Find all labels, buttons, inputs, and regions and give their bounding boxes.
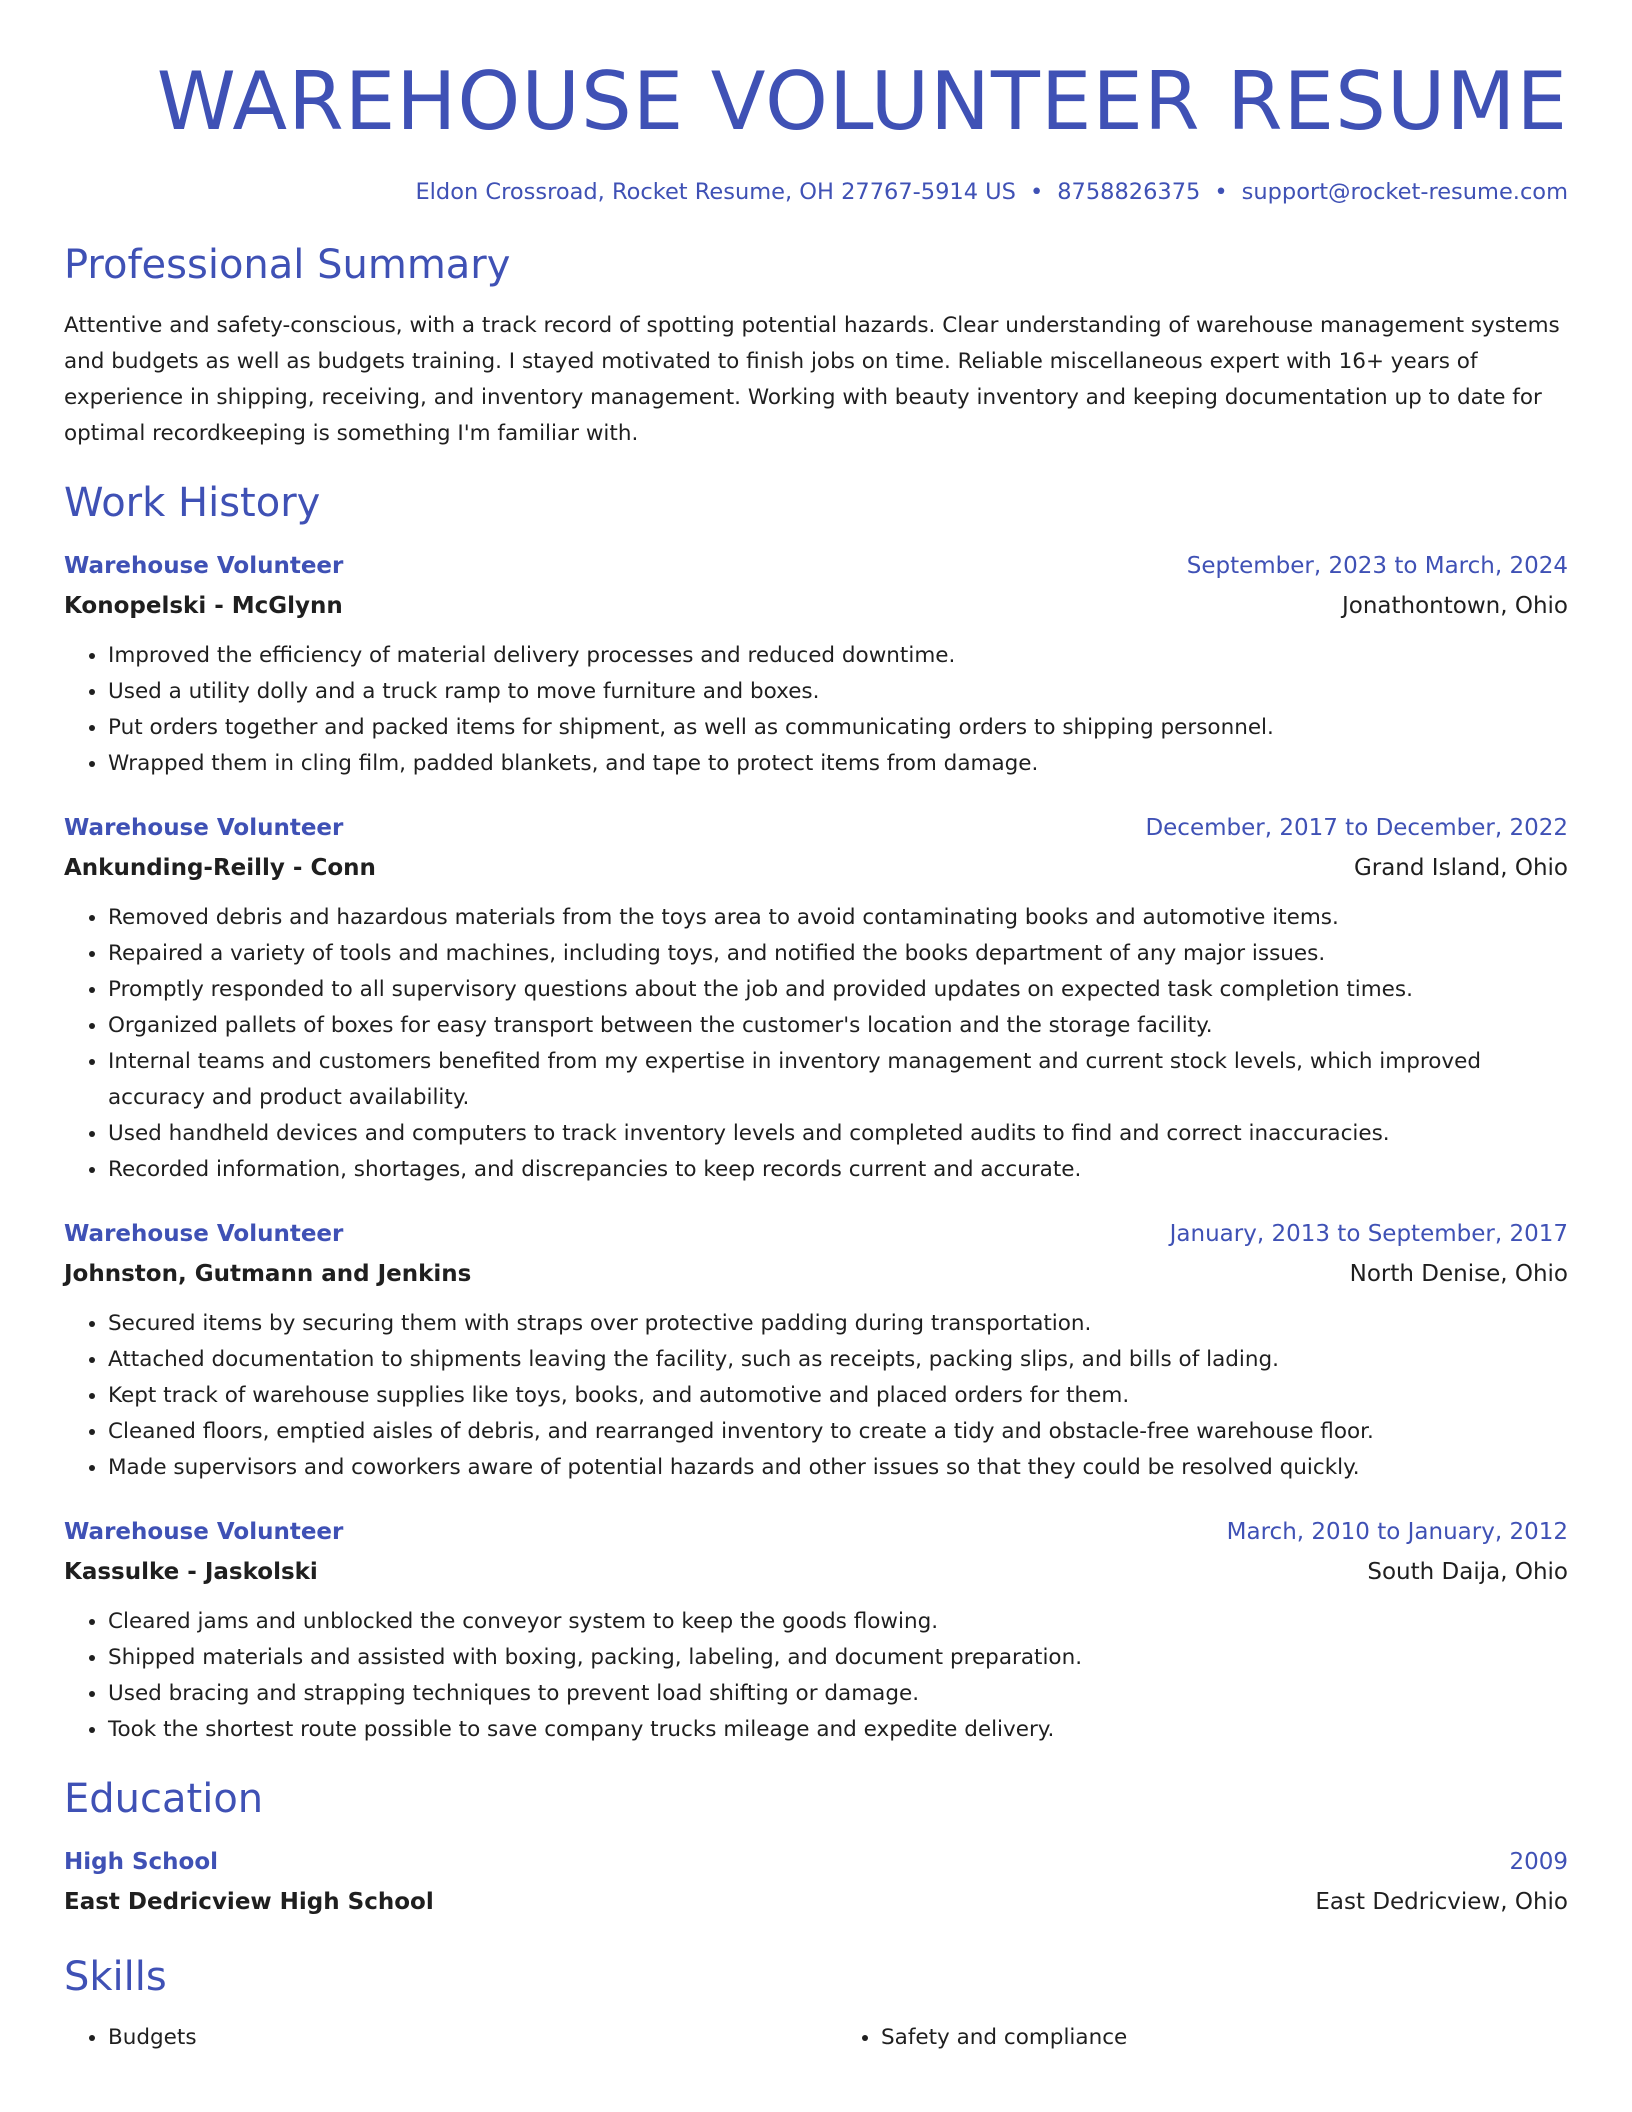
job-entry: [64, 808, 1568, 1188]
job-bullet: • Recorded information, shortages, and discrepancies to keep records current and accurate.: [108, 1152, 1568, 1188]
job-bullet: • Organized pallets of boxes for easy transport between the customer's location and the storage facility.: [108, 1008, 1568, 1044]
contact-line: [64, 176, 1568, 208]
job-location: Jonathontown, Ohio: [1341, 593, 1568, 619]
contact-separator: •: [1029, 179, 1044, 205]
job-dates: January, 2013 to September, 2017: [1169, 1221, 1568, 1247]
job-company-row: [64, 848, 1568, 888]
job-bullet: • Improved the efficiency of material delivery processes and reduced downtime.: [108, 638, 1568, 674]
skills-section: [64, 1952, 1568, 2056]
resume-title: WAREHOUSE VOLUNTEER RESUME: [156, 55, 1568, 148]
job-location: North Denise, Ohio: [1349, 1261, 1568, 1287]
work-history-heading: Work History: [64, 480, 321, 526]
job-entry: [64, 1512, 1568, 1748]
work-history-section: [64, 478, 1568, 1748]
job-entry: [64, 546, 1568, 782]
education-header-row: [64, 1842, 1568, 1882]
skills-grid: [64, 2020, 1568, 2056]
job-entry: [64, 1214, 1568, 1486]
education-heading: Education: [64, 1776, 264, 1822]
job-bullet: • Promptly responded to all supervisory questions about the job and provided updates on expected task completion times.: [108, 972, 1568, 1008]
job-bullet: • Made supervisors and coworkers aware of potential hazards and other issues so that they could be resolved quickly.: [108, 1450, 1568, 1486]
job-bullet: • Internal teams and customers benefited from my expertise in inventory management and current stock levels, which improved accuracy and product availability.: [108, 1044, 1568, 1116]
summary-text: Attentive and safety-conscious, with a track record of spotting potential hazards. Clear understanding of warehouse management systems and budgets as well as budgets training. I stayed motivated to finish jobs on time. Reliable miscellaneous expert with 16+ years of experience in shipping, receiving, and inventory management. Working with beauty inventory and keeping documentation up to date for optimal recordkeeping is something I'm familiar with.: [64, 313, 1560, 446]
job-header-row: [64, 1214, 1568, 1254]
skills-heading: Skills: [64, 1954, 167, 2000]
job-dates: December, 2017 to December, 2022: [1145, 815, 1568, 841]
job-header-row: [64, 546, 1568, 586]
job-bullet: • Kept track of warehouse supplies like toys, books, and automotive and placed orders for them.: [108, 1378, 1568, 1414]
skill-item: • Budgets: [108, 2020, 795, 2056]
contact-separator: •: [1214, 179, 1228, 205]
education-section: [64, 1774, 1568, 1922]
job-bullet: • Cleaned floors, emptied aisles of debris, and rearranged inventory to create a tidy and obstacle-free warehouse floor.: [108, 1414, 1568, 1450]
education-degree: High School: [64, 1849, 219, 1875]
summary-heading: Professional Summary: [64, 242, 511, 288]
job-role: Warehouse Volunteer: [64, 815, 344, 841]
job-bullets: [64, 1604, 1568, 1748]
job-dates: March, 2010 to January, 2012: [1226, 1519, 1568, 1545]
resume-page: [64, 0, 1568, 2056]
job-bullet: • Shipped materials and assisted with boxing, packing, labeling, and document preparation.: [108, 1640, 1568, 1676]
job-bullet: • Used a utility dolly and a truck ramp to move furniture and boxes.: [108, 674, 1568, 710]
job-bullet: • Repaired a variety of tools and machines, including toys, and notified the books department of any major issues.: [108, 936, 1568, 972]
skills-list-right: [795, 2020, 1568, 2056]
job-header-row: [64, 808, 1568, 848]
job-bullet: • Used handheld devices and computers to track inventory levels and completed audits to find and correct inaccuracies.: [108, 1116, 1568, 1152]
job-company: Kassulke - Jaskolski: [64, 1559, 318, 1585]
job-location: Grand Island, Ohio: [1353, 855, 1568, 881]
job-company: Ankunding-Reilly - Conn: [64, 855, 376, 881]
job-role: Warehouse Volunteer: [64, 1519, 344, 1545]
job-bullets: [64, 1306, 1568, 1486]
education-school-row: [64, 1882, 1568, 1922]
contact-phone: 8758826375: [1057, 179, 1201, 205]
job-bullet: • Attached documentation to shipments leaving the facility, such as receipts, packing slips, and bills of lading.: [108, 1342, 1568, 1378]
job-location: South Daija, Ohio: [1367, 1559, 1568, 1585]
job-company: Konopelski - McGlynn: [64, 593, 343, 619]
skills-list-left: [64, 2020, 795, 2056]
job-bullet: • Cleared jams and unblocked the conveyor system to keep the goods flowing.: [108, 1604, 1568, 1640]
skill-item: • Safety and compliance: [881, 2020, 1568, 2056]
education-location: East Dedricview, Ohio: [1315, 1889, 1568, 1915]
contact-address: Eldon Crossroad, Rocket Resume, OH 27767-5914 US: [415, 179, 1016, 205]
job-bullets: [64, 900, 1568, 1188]
job-bullet: • Removed debris and hazardous materials from the toys area to avoid contaminating books and automotive items.: [108, 900, 1568, 936]
contact-email: support@rocket-resume.com: [1241, 179, 1568, 205]
job-role: Warehouse Volunteer: [64, 1221, 344, 1247]
job-dates: September, 2023 to March, 2024: [1186, 553, 1568, 579]
education-year: 2009: [1509, 1849, 1568, 1875]
job-company-row: [64, 1552, 1568, 1592]
job-bullet: • Took the shortest route possible to save company trucks mileage and expedite delivery.: [108, 1712, 1568, 1748]
job-company-row: [64, 1254, 1568, 1294]
job-bullet: • Put orders together and packed items for shipment, as well as communicating orders to shipping personnel.: [108, 710, 1568, 746]
job-role: Warehouse Volunteer: [64, 553, 344, 579]
job-header-row: [64, 1512, 1568, 1552]
job-bullet: • Wrapped them in cling film, padded blankets, and tape to protect items from damage.: [108, 746, 1568, 782]
job-bullet: • Used bracing and strapping techniques to prevent load shifting or damage.: [108, 1676, 1568, 1712]
job-bullet: • Secured items by securing them with straps over protective padding during transportation.: [108, 1306, 1568, 1342]
job-company: Johnston, Gutmann and Jenkins: [64, 1261, 472, 1287]
education-school: East Dedricview High School: [64, 1889, 434, 1915]
job-company-row: [64, 586, 1568, 626]
job-bullets: [64, 638, 1568, 782]
summary-section: [64, 240, 1568, 452]
